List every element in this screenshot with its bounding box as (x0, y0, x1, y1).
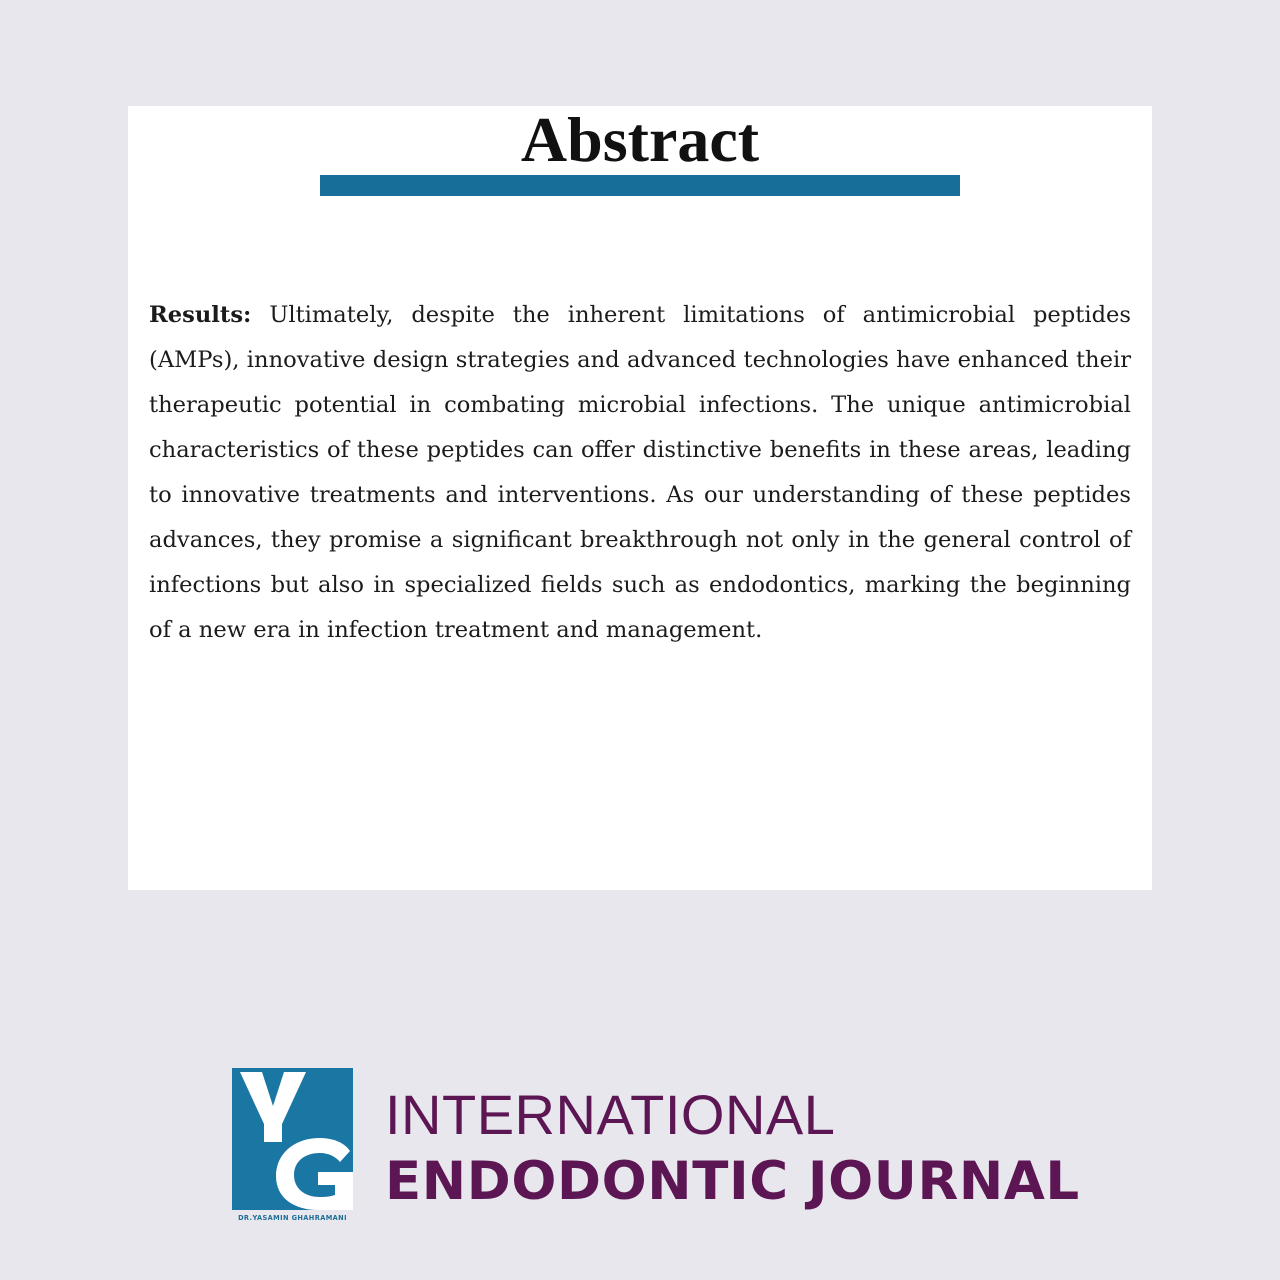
journal-name-line2: ENDODONTIC JOURNAL (385, 1151, 1080, 1212)
results-label: Results: (149, 302, 252, 328)
results-text: Ultimately, despite the inherent limitations of antimicrobial peptides (AMPs), innovative design strategies and advanced technologies have enhanced their therapeutic potential in combating microbial infections. The unique antimicrobial characteristics of these peptides can offer distinctive benefits in these areas, leading to innovative treatments and interventions. As our understanding of these peptides advances, they promise a significant breakthrough not only in the general control of infections but also in specialized fields such as endodontics, marking the beginning of a new era in infection treatment and management. (149, 302, 1131, 643)
title-underline (320, 175, 960, 196)
abstract-body (149, 293, 1131, 653)
yg-logo (232, 1068, 353, 1210)
journal-name-line1: INTERNATIONAL (385, 1083, 836, 1146)
abstract-title: Abstract (520, 104, 760, 175)
logo-caption: DR.YASAMIN GHAHRAMANI (238, 1214, 347, 1222)
